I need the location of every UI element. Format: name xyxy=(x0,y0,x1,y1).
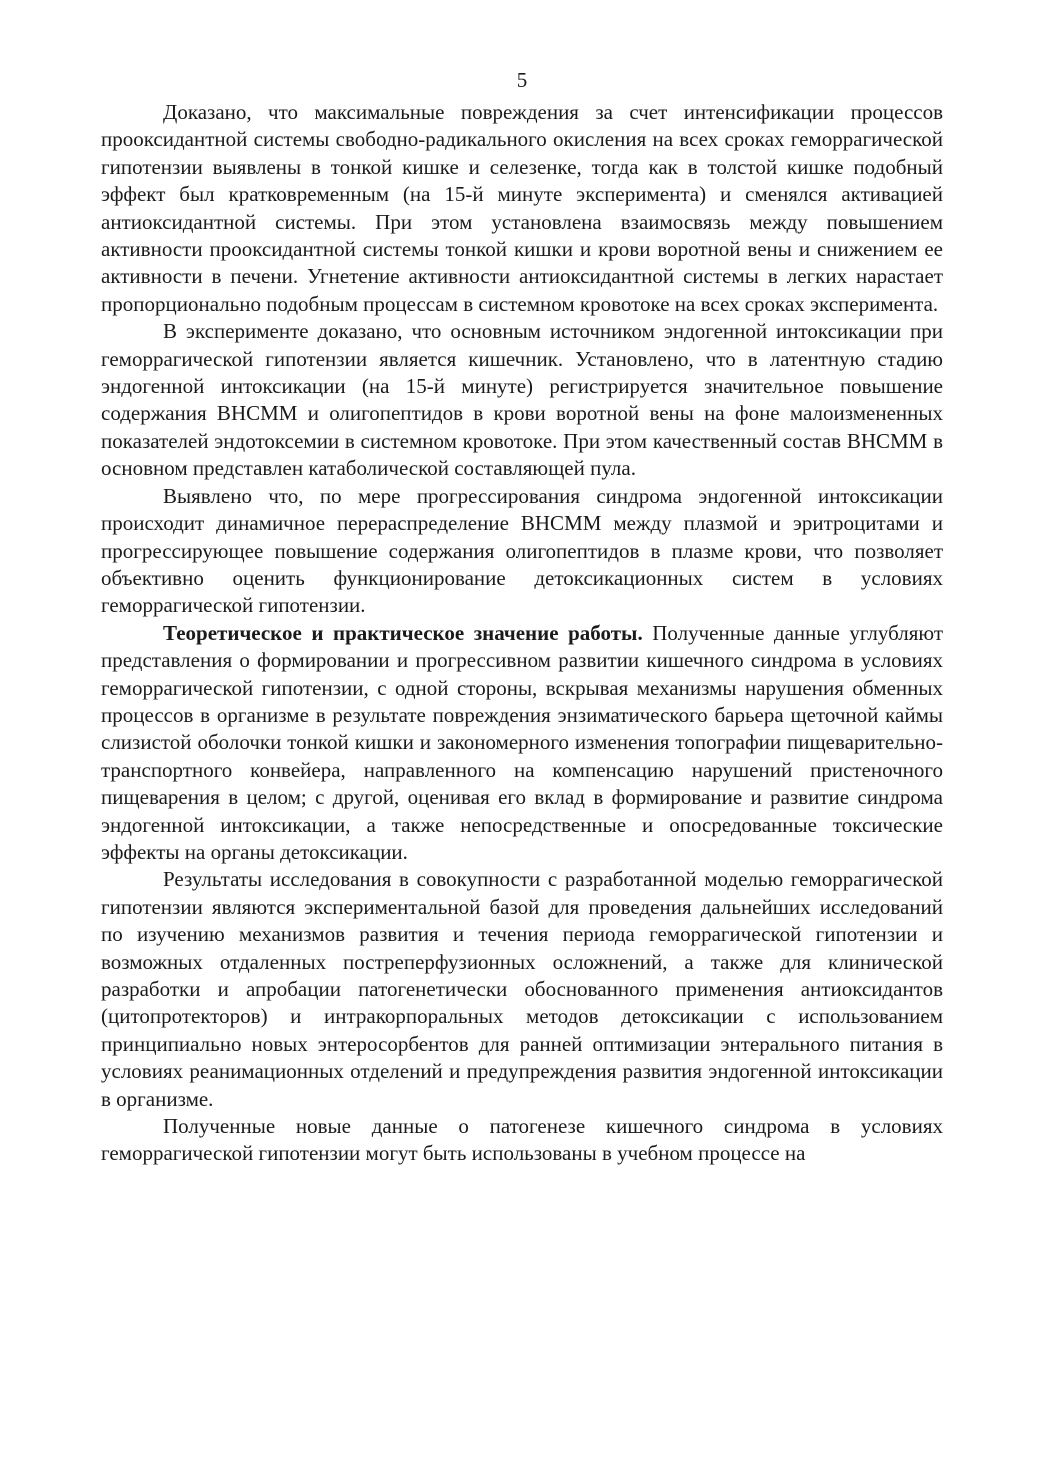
section-heading: Теоретическое и практическое значение работы. xyxy=(163,620,643,645)
paragraph-3: Выявлено что, по мере прогрессирования синдрома эндогенной интоксикации происходит динамичное перераспределение ВНСММ между плазмой и эритроцитами и прогрессирующее повышение содержания олигопептидов в плазме крови, что позволяет объективно оценить функционирование детоксикационных систем в условиях геморрагической гипотензии. xyxy=(101,483,943,618)
page-number: 5 xyxy=(516,68,528,92)
paragraph-2: В эксперименте доказано, что основным источником эндогенной интоксикации при геморрагической гипотензии является кишечник. Установлено, что в латентную стадию эндогенной интоксикации (на 15-й минуте) регистрируется значительное повышение содержания ВНСММ и олигопептидов в крови воротной вены на фоне малоизмененных показателей эндотоксемии в системном кровотоке. При этом качественный состав ВНСММ в основном представлен катаболической составляющей пула. xyxy=(101,319,943,481)
paragraph-6: Полученные новые данные о патогенезе кишечного синдрома в условиях геморрагической гипотензии могут быть использованы в учебном процессе на xyxy=(101,1114,943,1166)
paragraph-1: Доказано, что максимальные повреждения за счет интенсификации процессов прооксидантной системы свободно-радикального окисления на всех сроках геморрагической гипотензии выявлены в тонкой кишке и селезенке, тогда как в толстой кишке подобный эффект был кратковременным (на 15-й минуте эксперимента) и сменялся активацией антиоксидантной системы. При этом установлена взаимосвязь между повышением активности прооксидантной системы тонкой кишки и крови воротной вены и снижением ее активности в печени. Угнетение активности антиоксидантной системы в легких нарастает пропорционально подобным процессам в системном кровотоке на всех сроках эксперимента. xyxy=(101,100,943,316)
paragraph-5: Результаты исследования в совокупности с разработанной моделью геморрагической гипотензии являются экспериментальной базой для проведения дальнейших исследований по изучению механизмов развития и течения периода геморрагической гипотензии и возможных отдаленных постреперфузионных осложнений, а также для клинической разработки и апробации патогенетически обоснованного применения антиоксидантов (цитопротекторов) и интракорпоральных методов детоксикации с использованием принципиально новых энтеросорбентов для ранней оптимизации энтерального питания в условиях реанимационных отделений и предупреждения развития эндогенной интоксикации в организме. xyxy=(101,867,943,1111)
paragraph-4-text: Полученные данные углубляют представления о формировании и прогрессивном развитии кишечного синдрома в условиях геморрагической гипотензии, с одной стороны, вскрывая механизмы нарушения обменных процессов в организме в результате повреждения энзиматического барьера щеточной каймы слизистой оболочки тонкой кишки и закономерного изменения топографии пищеварительно-транспортного конвейера, направленного на компенсацию нарушений пристеночного пищеварения в целом; с другой, оценивая его вклад в формирование и развитие синдрома эндогенной интоксикации, а также непосредственные и опосредованные токсические эффекты на органы детоксикации. xyxy=(101,620,943,864)
document-page xyxy=(101,66,943,1168)
paragraph-4 xyxy=(101,620,943,867)
